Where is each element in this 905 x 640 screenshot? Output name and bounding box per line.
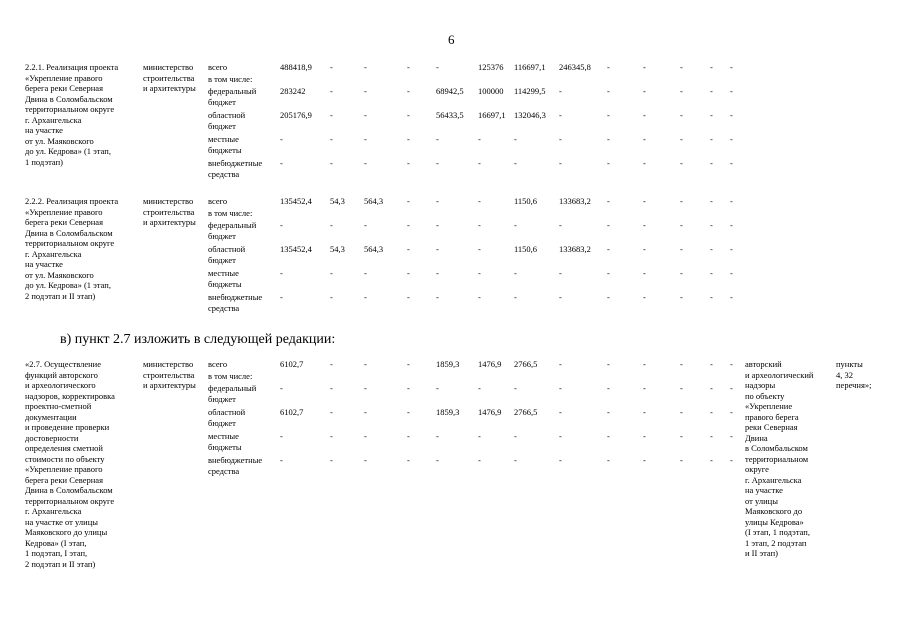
table-cell-value: - xyxy=(478,431,481,441)
table-cell-value: - xyxy=(280,383,283,393)
table-cell-value: - xyxy=(407,431,410,441)
table-cell-value: - xyxy=(643,110,646,120)
table-cell-value: - xyxy=(436,292,439,302)
table-cell-value: - xyxy=(280,134,283,144)
table-cell-value: - xyxy=(643,62,646,72)
row-label: внебюджетные средства xyxy=(208,292,263,313)
table-cell-value: - xyxy=(478,292,481,302)
table-cell-value: - xyxy=(607,220,610,230)
table-cell-value: - xyxy=(514,383,517,393)
table-cell-value: - xyxy=(730,134,733,144)
table-cell-value: - xyxy=(710,196,713,206)
row-label: внебюджетные средства xyxy=(208,455,263,476)
table-cell-value: - xyxy=(478,383,481,393)
table-cell-value: - xyxy=(710,455,713,465)
table-cell-value: 564,3 xyxy=(364,196,384,206)
table-cell-value: - xyxy=(514,455,517,465)
table-cell-value: - xyxy=(710,62,713,72)
table-cell-value: - xyxy=(607,455,610,465)
table-cell-value: 56433,5 xyxy=(436,110,464,120)
table-cell-value: - xyxy=(478,196,481,206)
table-cell-value: - xyxy=(407,292,410,302)
table-cell-value: - xyxy=(710,110,713,120)
table-cell-value: - xyxy=(436,134,439,144)
table-cell-value: - xyxy=(330,431,333,441)
row-label: внебюджетные средства xyxy=(208,158,263,179)
table-cell-value: - xyxy=(330,62,333,72)
table-cell-value: - xyxy=(436,383,439,393)
table-cell-value: - xyxy=(730,110,733,120)
table-cell-value: - xyxy=(436,196,439,206)
table-cell-value: - xyxy=(730,407,733,417)
table-cell-value: - xyxy=(607,244,610,254)
table-cell-value: 6102,7 xyxy=(280,407,304,417)
table-cell-value: - xyxy=(643,86,646,96)
table-cell-value: - xyxy=(680,86,683,96)
table-cell-value: - xyxy=(559,134,562,144)
table-cell-value: - xyxy=(710,220,713,230)
table-cell-value: - xyxy=(436,244,439,254)
table-cell-value: 135452,4 xyxy=(280,244,312,254)
table-cell-value: - xyxy=(280,220,283,230)
table-cell-value: - xyxy=(364,455,367,465)
row-label: местные бюджеты xyxy=(208,134,242,155)
row-label: местные бюджеты xyxy=(208,268,242,289)
table-cell-value: - xyxy=(330,407,333,417)
table-cell-value: - xyxy=(710,431,713,441)
table-cell-value: - xyxy=(436,455,439,465)
section-description: 2.2.2. Реализация проекта «Укрепление правого берега реки Северная Двина в Соломбальском территориальном округе г. Архангельска на участке от ул. Маяковского до ул. Кедрова» (1 этап, 2 подэтап и II этап) xyxy=(25,196,119,301)
table-cell-value: - xyxy=(680,455,683,465)
table-cell-value: - xyxy=(730,292,733,302)
section-description: 2.2.1. Реализация проекта «Укрепление правого берега реки Северная Двина в Соломбальском территориальном округе г. Архангельска на участке от ул. Маяковского до ул. Кедрова» (1 этап, 1 подэтап) xyxy=(25,62,119,167)
amendment-heading: в) пункт 2.7 изложить в следующей редакции: xyxy=(60,332,336,347)
table-cell-value: - xyxy=(514,431,517,441)
table-cell-value: - xyxy=(710,359,713,369)
table-cell-value: 116697,1 xyxy=(514,62,546,72)
table-cell-value: 135452,4 xyxy=(280,196,312,206)
table-cell-value: - xyxy=(607,292,610,302)
table-cell-value: - xyxy=(643,407,646,417)
table-cell-value: 133683,2 xyxy=(559,196,591,206)
table-cell-value: 1476,9 xyxy=(478,407,502,417)
row-label: областной бюджет xyxy=(208,407,246,428)
table-cell-value: - xyxy=(710,86,713,96)
table-cell-value: - xyxy=(730,62,733,72)
table-cell-value: - xyxy=(607,431,610,441)
table-cell-value: - xyxy=(364,292,367,302)
table-cell-value: - xyxy=(407,86,410,96)
row-label: всего xyxy=(208,359,228,369)
table-cell-value: - xyxy=(643,134,646,144)
table-cell-value: - xyxy=(710,244,713,254)
table-cell-value: - xyxy=(514,268,517,278)
table-cell-value: - xyxy=(280,158,283,168)
table-cell-value: - xyxy=(607,158,610,168)
points-reference: пункты 4, 32 перечня»; xyxy=(836,359,872,390)
row-label: федеральный бюджет xyxy=(208,383,257,404)
table-cell-value: - xyxy=(680,158,683,168)
table-cell-value: - xyxy=(680,244,683,254)
table-cell-value: - xyxy=(364,220,367,230)
table-cell-value: - xyxy=(364,431,367,441)
table-cell-value: - xyxy=(730,431,733,441)
table-cell-value: - xyxy=(436,268,439,278)
section-description: «2.7. Осуществление функций авторского и археологического надзоров, корректировка проектно-сметной документации и проведение проверки достоверности определения сметной стоимости по объекту «Укрепление правого берега реки Северная Двина в Соломбальском территориальном округе г. Архангельска на участке от улицы Маяковского до улицы Кедрова» (I этап, 1 подэтап, I этап, 2 подэтап и II этап) xyxy=(25,359,115,569)
row-label: всего xyxy=(208,62,228,72)
table-cell-value: - xyxy=(330,268,333,278)
table-cell-value: - xyxy=(607,359,610,369)
table-cell-value: - xyxy=(478,455,481,465)
table-cell-value: - xyxy=(436,158,439,168)
table-cell-value: - xyxy=(559,86,562,96)
table-cell-value: - xyxy=(730,244,733,254)
table-cell-value: - xyxy=(478,268,481,278)
table-cell-value: - xyxy=(330,86,333,96)
table-cell-value: - xyxy=(559,359,562,369)
row-label: в том числе: xyxy=(208,74,253,84)
table-cell-value: - xyxy=(730,359,733,369)
row-label: местные бюджеты xyxy=(208,431,242,452)
table-cell-value: - xyxy=(559,292,562,302)
table-cell-value: - xyxy=(364,383,367,393)
section-executor: министерство строительства и архитектуры xyxy=(143,359,196,390)
table-cell-value: 2766,5 xyxy=(514,359,538,369)
table-cell-value: - xyxy=(478,220,481,230)
row-label: областной бюджет xyxy=(208,244,246,265)
table-cell-value: - xyxy=(730,158,733,168)
table-cell-value: - xyxy=(330,134,333,144)
table-cell-value: 1150,6 xyxy=(514,196,538,206)
table-cell-value: - xyxy=(280,431,283,441)
row-label: областной бюджет xyxy=(208,110,246,131)
table-cell-value: - xyxy=(364,110,367,120)
table-cell-value: - xyxy=(710,383,713,393)
table-cell-value: - xyxy=(407,158,410,168)
table-cell-value: - xyxy=(680,431,683,441)
table-cell-value: - xyxy=(710,158,713,168)
table-cell-value: - xyxy=(407,244,410,254)
table-cell-value: - xyxy=(680,220,683,230)
table-cell-value: - xyxy=(607,110,610,120)
table-cell-value: - xyxy=(559,407,562,417)
table-cell-value: - xyxy=(559,383,562,393)
table-cell-value: - xyxy=(730,455,733,465)
table-cell-value: - xyxy=(280,292,283,302)
table-cell-value: - xyxy=(330,383,333,393)
table-cell-value: - xyxy=(330,292,333,302)
table-cell-value: - xyxy=(559,220,562,230)
table-cell-value: - xyxy=(680,383,683,393)
table-cell-value: - xyxy=(364,134,367,144)
table-cell-value: - xyxy=(643,292,646,302)
table-cell-value: - xyxy=(730,268,733,278)
section-executor: министерство строительства и архитектуры xyxy=(143,196,196,227)
table-cell-value: 246345,8 xyxy=(559,62,591,72)
table-cell-value: 125376 xyxy=(478,62,504,72)
table-cell-value: - xyxy=(280,455,283,465)
table-cell-value: - xyxy=(730,383,733,393)
table-cell-value: - xyxy=(407,268,410,278)
table-cell-value: - xyxy=(680,196,683,206)
table-cell-value: - xyxy=(680,359,683,369)
table-cell-value: - xyxy=(680,62,683,72)
table-cell-value: 54,3 xyxy=(330,196,345,206)
table-cell-value: 488418,9 xyxy=(280,62,312,72)
table-cell-value: - xyxy=(559,455,562,465)
table-cell-value: - xyxy=(514,158,517,168)
table-cell-value: - xyxy=(680,292,683,302)
table-cell-value: 6102,7 xyxy=(280,359,304,369)
table-cell-value: - xyxy=(607,407,610,417)
table-cell-value: - xyxy=(514,134,517,144)
table-cell-value: - xyxy=(364,407,367,417)
table-cell-value: - xyxy=(407,110,410,120)
table-cell-value: - xyxy=(643,431,646,441)
table-cell-value: - xyxy=(514,220,517,230)
table-cell-value: - xyxy=(436,62,439,72)
table-cell-value: - xyxy=(559,268,562,278)
table-cell-value: - xyxy=(643,359,646,369)
table-cell-value: - xyxy=(680,134,683,144)
table-cell-value: 16697,1 xyxy=(478,110,506,120)
table-cell-value: 68942,5 xyxy=(436,86,464,96)
table-cell-value: - xyxy=(407,383,410,393)
table-cell-value: 133683,2 xyxy=(559,244,591,254)
row-label: всего xyxy=(208,196,228,206)
result-description: авторский и археологический надзоры по объекту «Укрепление правого берега реки Северная Двина в Соломбальском территориальном округе г. Архангельска на участке от улицы Маяковского до улицы Кедрова» (I этап, 1 подэтап, 1 этап, 2 подэтап и II этап) xyxy=(745,359,814,558)
table-cell-value: - xyxy=(407,62,410,72)
table-cell-value: - xyxy=(607,383,610,393)
page-number: 6 xyxy=(448,32,455,47)
table-cell-value: - xyxy=(643,268,646,278)
section-executor: министерство строительства и архитектуры xyxy=(143,62,196,93)
table-cell-value: - xyxy=(478,158,481,168)
table-cell-value: - xyxy=(364,359,367,369)
table-cell-value: - xyxy=(407,359,410,369)
table-cell-value: - xyxy=(436,220,439,230)
table-cell-value: 283242 xyxy=(280,86,306,96)
table-cell-value: - xyxy=(643,455,646,465)
table-cell-value: 1150,6 xyxy=(514,244,538,254)
table-cell-value: - xyxy=(730,220,733,230)
table-cell-value: - xyxy=(364,158,367,168)
table-cell-value: - xyxy=(710,292,713,302)
row-label: федеральный бюджет xyxy=(208,86,257,107)
table-cell-value: - xyxy=(607,196,610,206)
table-cell-value: - xyxy=(330,158,333,168)
table-cell-value: 1476,9 xyxy=(478,359,502,369)
table-cell-value: - xyxy=(730,196,733,206)
table-cell-value: - xyxy=(364,86,367,96)
table-cell-value: 1859,3 xyxy=(436,359,460,369)
table-cell-value: - xyxy=(730,86,733,96)
table-cell-value: - xyxy=(607,268,610,278)
table-cell-value: 2766,5 xyxy=(514,407,538,417)
table-cell-value: 54,3 xyxy=(330,244,345,254)
table-cell-value: - xyxy=(710,268,713,278)
table-cell-value: - xyxy=(643,244,646,254)
table-cell-value: - xyxy=(607,62,610,72)
table-cell-value: - xyxy=(436,431,439,441)
table-cell-value: - xyxy=(280,268,283,278)
table-cell-value: - xyxy=(330,220,333,230)
table-cell-value: - xyxy=(514,292,517,302)
table-cell-value: - xyxy=(330,110,333,120)
table-cell-value: - xyxy=(680,110,683,120)
table-cell-value: - xyxy=(478,134,481,144)
table-cell-value: - xyxy=(559,431,562,441)
table-cell-value: - xyxy=(643,158,646,168)
table-cell-value: 564,3 xyxy=(364,244,384,254)
table-cell-value: - xyxy=(680,407,683,417)
table-cell-value: - xyxy=(364,268,367,278)
table-cell-value: - xyxy=(643,196,646,206)
table-cell-value: 100000 xyxy=(478,86,504,96)
table-cell-value: - xyxy=(643,220,646,230)
table-cell-value: 205176,9 xyxy=(280,110,312,120)
table-cell-value: - xyxy=(407,220,410,230)
table-cell-value: 1859,3 xyxy=(436,407,460,417)
table-cell-value: - xyxy=(478,244,481,254)
row-label: федеральный бюджет xyxy=(208,220,257,241)
row-label: в том числе: xyxy=(208,208,253,218)
table-cell-value: - xyxy=(407,455,410,465)
table-cell-value: 132046,3 xyxy=(514,110,546,120)
table-cell-value: - xyxy=(643,383,646,393)
table-cell-value: - xyxy=(710,134,713,144)
table-cell-value: - xyxy=(710,407,713,417)
table-cell-value: 114299,5 xyxy=(514,86,546,96)
table-cell-value: - xyxy=(330,455,333,465)
table-cell-value: - xyxy=(364,62,367,72)
table-cell-value: - xyxy=(559,110,562,120)
table-cell-value: - xyxy=(407,134,410,144)
table-cell-value: - xyxy=(607,134,610,144)
row-label: в том числе: xyxy=(208,371,253,381)
table-cell-value: - xyxy=(407,407,410,417)
table-cell-value: - xyxy=(330,359,333,369)
table-cell-value: - xyxy=(680,268,683,278)
table-cell-value: - xyxy=(407,196,410,206)
table-cell-value: - xyxy=(607,86,610,96)
table-cell-value: - xyxy=(559,158,562,168)
